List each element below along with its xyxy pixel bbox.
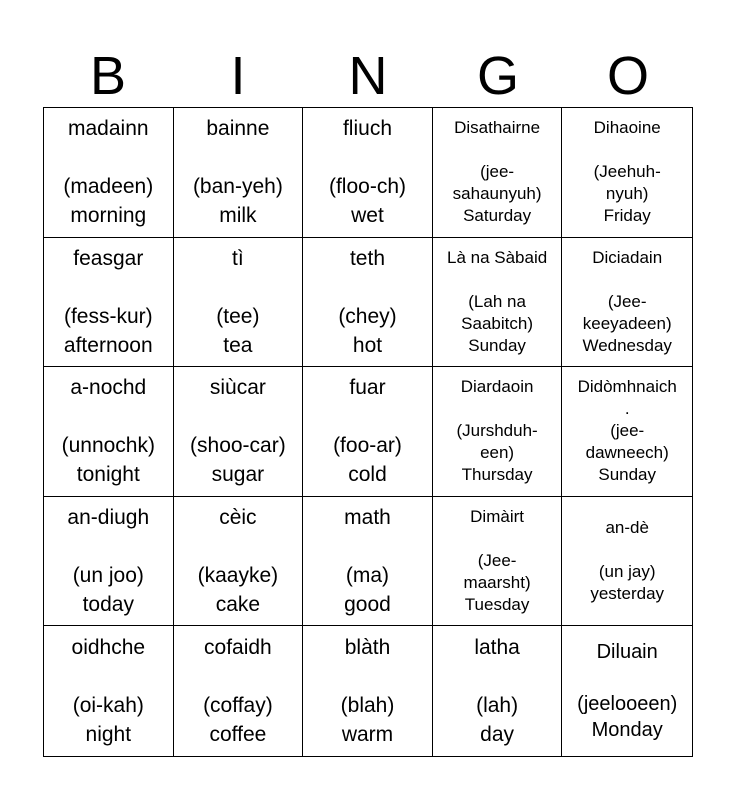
bingo-cell-text: math (ma) good <box>344 506 391 617</box>
bingo-cell[interactable] <box>562 497 692 627</box>
bingo-cell-text: Diardaoin (Jurshduh- een) Thursday <box>456 377 538 485</box>
bingo-cell[interactable] <box>433 626 563 756</box>
bingo-cell[interactable] <box>562 108 692 238</box>
bingo-cell-text: Dihaoine (Jeehuh- nyuh) Friday <box>593 118 661 226</box>
bingo-cell-text: Disathairne (jee- sahaunyuh) Saturday <box>452 118 542 226</box>
bingo-cell[interactable] <box>303 238 433 368</box>
bingo-cell[interactable] <box>174 497 304 627</box>
bingo-cell[interactable] <box>303 108 433 238</box>
bingo-cell[interactable] <box>562 238 692 368</box>
bingo-cell[interactable] <box>303 626 433 756</box>
bingo-cell[interactable] <box>44 367 174 497</box>
bingo-cell-text: blàth (blah) warm <box>340 636 395 747</box>
bingo-cell[interactable] <box>433 108 563 238</box>
bingo-cell-text: siùcar (shoo-car) sugar <box>190 376 286 487</box>
bingo-cell[interactable] <box>562 367 692 497</box>
header-letter-n: N <box>348 46 388 106</box>
bingo-cell[interactable] <box>44 626 174 756</box>
bingo-cell-text: madainn (madeen) morning <box>63 117 154 228</box>
bingo-cell[interactable] <box>174 367 304 497</box>
bingo-header <box>43 44 693 108</box>
bingo-cell-text: tì (tee) tea <box>216 246 260 357</box>
header-letter-i: I <box>230 46 246 106</box>
bingo-card-grid <box>43 107 693 757</box>
bingo-cell-text: an-diugh (un joo) today <box>67 506 150 617</box>
header-letter-g: G <box>476 46 519 106</box>
bingo-cell-text: teth (chey) hot <box>338 246 397 357</box>
bingo-cell[interactable] <box>562 626 692 756</box>
bingo-cell-text: bainne (ban-yeh) milk <box>192 117 283 228</box>
bingo-cell-text: Diciadain (Jee- keeyadeen) Wednesday <box>582 247 672 355</box>
bingo-cell[interactable] <box>174 626 304 756</box>
bingo-cell[interactable] <box>174 108 304 238</box>
bingo-cell-text: a-nochd (unnochk) tonight <box>61 376 155 487</box>
bingo-cell[interactable] <box>433 238 563 368</box>
bingo-cell[interactable] <box>44 497 174 627</box>
bingo-cell[interactable] <box>44 108 174 238</box>
bingo-cell-text: oidhche (oi-kah) night <box>71 636 146 747</box>
bingo-cell[interactable] <box>433 367 563 497</box>
bingo-cell-text: Diluain (jeelooeen) Monday <box>577 641 678 742</box>
bingo-cell-text: feasgar (fess-kur) afternoon <box>63 246 153 357</box>
bingo-cell[interactable] <box>303 367 433 497</box>
bingo-cell-text: Là na Sàbaid (Lah na Saabitch) Sunday <box>446 247 548 355</box>
bingo-cell-text: cèic (kaayke) cake <box>197 506 279 617</box>
bingo-cell[interactable] <box>303 497 433 627</box>
bingo-cell-text: an-dè (un jay) yesterday <box>590 518 665 604</box>
header-letter-b: B <box>89 46 127 106</box>
bingo-cell-text: Didòmhnaich . (jee- dawneech) Sunday <box>577 377 677 485</box>
header-letter-o: O <box>606 46 649 106</box>
bingo-cell-text: latha (lah) day <box>474 636 520 747</box>
bingo-cell-text: Dimàirt (Jee- maarsht) Tuesday <box>463 507 531 615</box>
bingo-cell[interactable] <box>174 238 304 368</box>
bingo-cell-text: fuar (foo-ar) cold <box>333 376 402 487</box>
bingo-cell-text: cofaidh (coffay) coffee <box>203 636 273 747</box>
bingo-cell[interactable] <box>433 497 563 627</box>
bingo-cell-text: fliuch (floo-ch) wet <box>328 117 406 228</box>
bingo-cell[interactable] <box>44 238 174 368</box>
